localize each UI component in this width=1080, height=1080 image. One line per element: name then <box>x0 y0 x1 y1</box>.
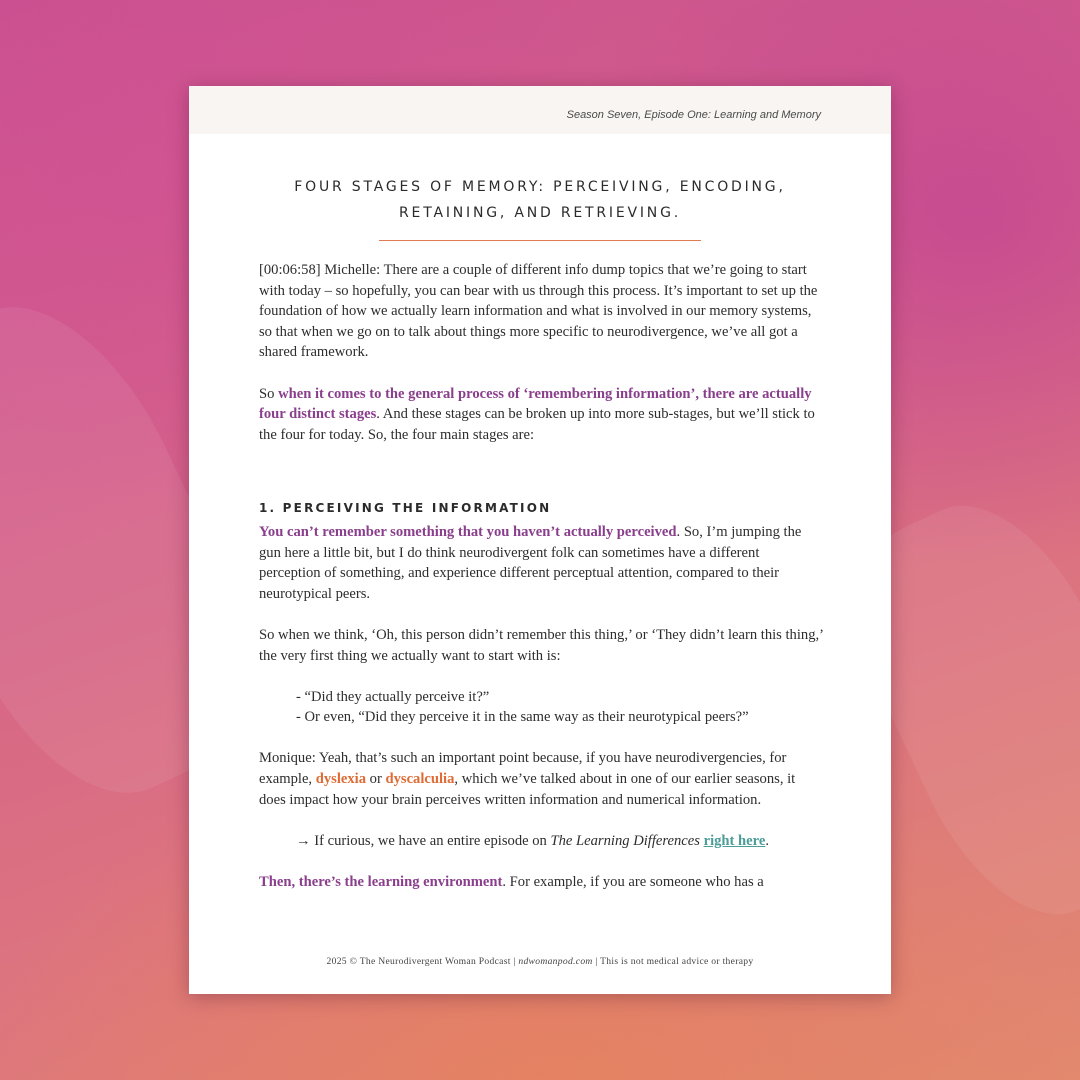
right-here-link[interactable]: right here <box>703 832 766 849</box>
episode-label: Season Seven, Episode One: Learning and Memory <box>566 109 821 121</box>
highlight-text: You can’t remember something that you haven’t actually perceived <box>259 523 677 540</box>
title-divider <box>379 240 701 241</box>
footer-text: | This is not medical advice or therapy <box>592 956 754 967</box>
page-header <box>189 86 891 134</box>
highlight-text: Then, there’s the learning environment <box>259 874 503 891</box>
episode-note <box>259 831 824 852</box>
text: Monique: Yeah, that’s such an important point because, if you have neurodivergencies, for example, <box>259 750 787 788</box>
highlight-text: when it comes to the general process of ‘remembering information’, there are actually four distinct stages <box>259 385 812 423</box>
title-line-1: FOUR STAGES OF MEMORY: PERCEIVING, ENCODING, <box>294 179 786 195</box>
episode-title: The Learning Differences <box>550 832 700 849</box>
page-title <box>229 174 851 226</box>
text: → If curious, we have an entire episode on <box>296 832 551 849</box>
section-heading: 1. PERCEIVING THE INFORMATION <box>259 500 552 515</box>
paragraph-stages <box>259 384 824 446</box>
transcript-body <box>259 260 824 893</box>
term-dyscalculia: dyscalculia <box>385 771 455 788</box>
text: . So, I’m jumping the gun here a little bit, but I do think neurodivergent folk can sometimes have a different perception of something, and experience different perceptual attention, compared to their neurotypical peers. <box>259 523 802 602</box>
text: , which we’ve talked about in one of our earlier seasons, it does impact how your brain perceives written information and numerical information. <box>259 771 796 808</box>
paragraph-perceive <box>259 522 824 604</box>
text: . For example, if you are someone who has a <box>502 874 764 891</box>
term-dyslexia: dyslexia <box>315 771 367 788</box>
page-footer <box>189 956 891 967</box>
text: or <box>366 771 386 788</box>
document-page <box>189 86 891 994</box>
bullet-item: - “Did they actually perceive it?” <box>296 688 490 705</box>
paragraph-environment <box>259 872 824 893</box>
title-line-2: RETAINING, AND RETRIEVING. <box>399 205 681 221</box>
bullet-item: - Or even, “Did they perceive it in the same way as their neurotypical peers?” <box>296 709 749 726</box>
text: So <box>259 385 279 402</box>
text: . <box>765 832 769 849</box>
text: . And these stages can be broken up into more sub-stages, but we’ll stick to the four for today. So, the four main stages are: <box>259 406 815 443</box>
footer-site: ndwomanpod.com <box>518 956 593 967</box>
footer-text: 2025 © The Neurodivergent Woman Podcast | <box>326 956 519 967</box>
paragraph-intro: [00:06:58] Michelle: There are a couple of different info dump topics that we’re going to start with today – so hopefully, you can bear with us through this process. It’s important to set up the foundation of how we actually learn information and what is involved in our memory systems, so that when we go on to talk about things more specific to neurodivergence, we’ve all got a shared framework. <box>259 262 818 361</box>
paragraph-monique <box>259 748 824 810</box>
paragraph-question: So when we think, ‘Oh, this person didn’t remember this thing,’ or ‘They didn’t learn this thing,’ the very first thing we actually want to start with is: <box>259 626 823 664</box>
